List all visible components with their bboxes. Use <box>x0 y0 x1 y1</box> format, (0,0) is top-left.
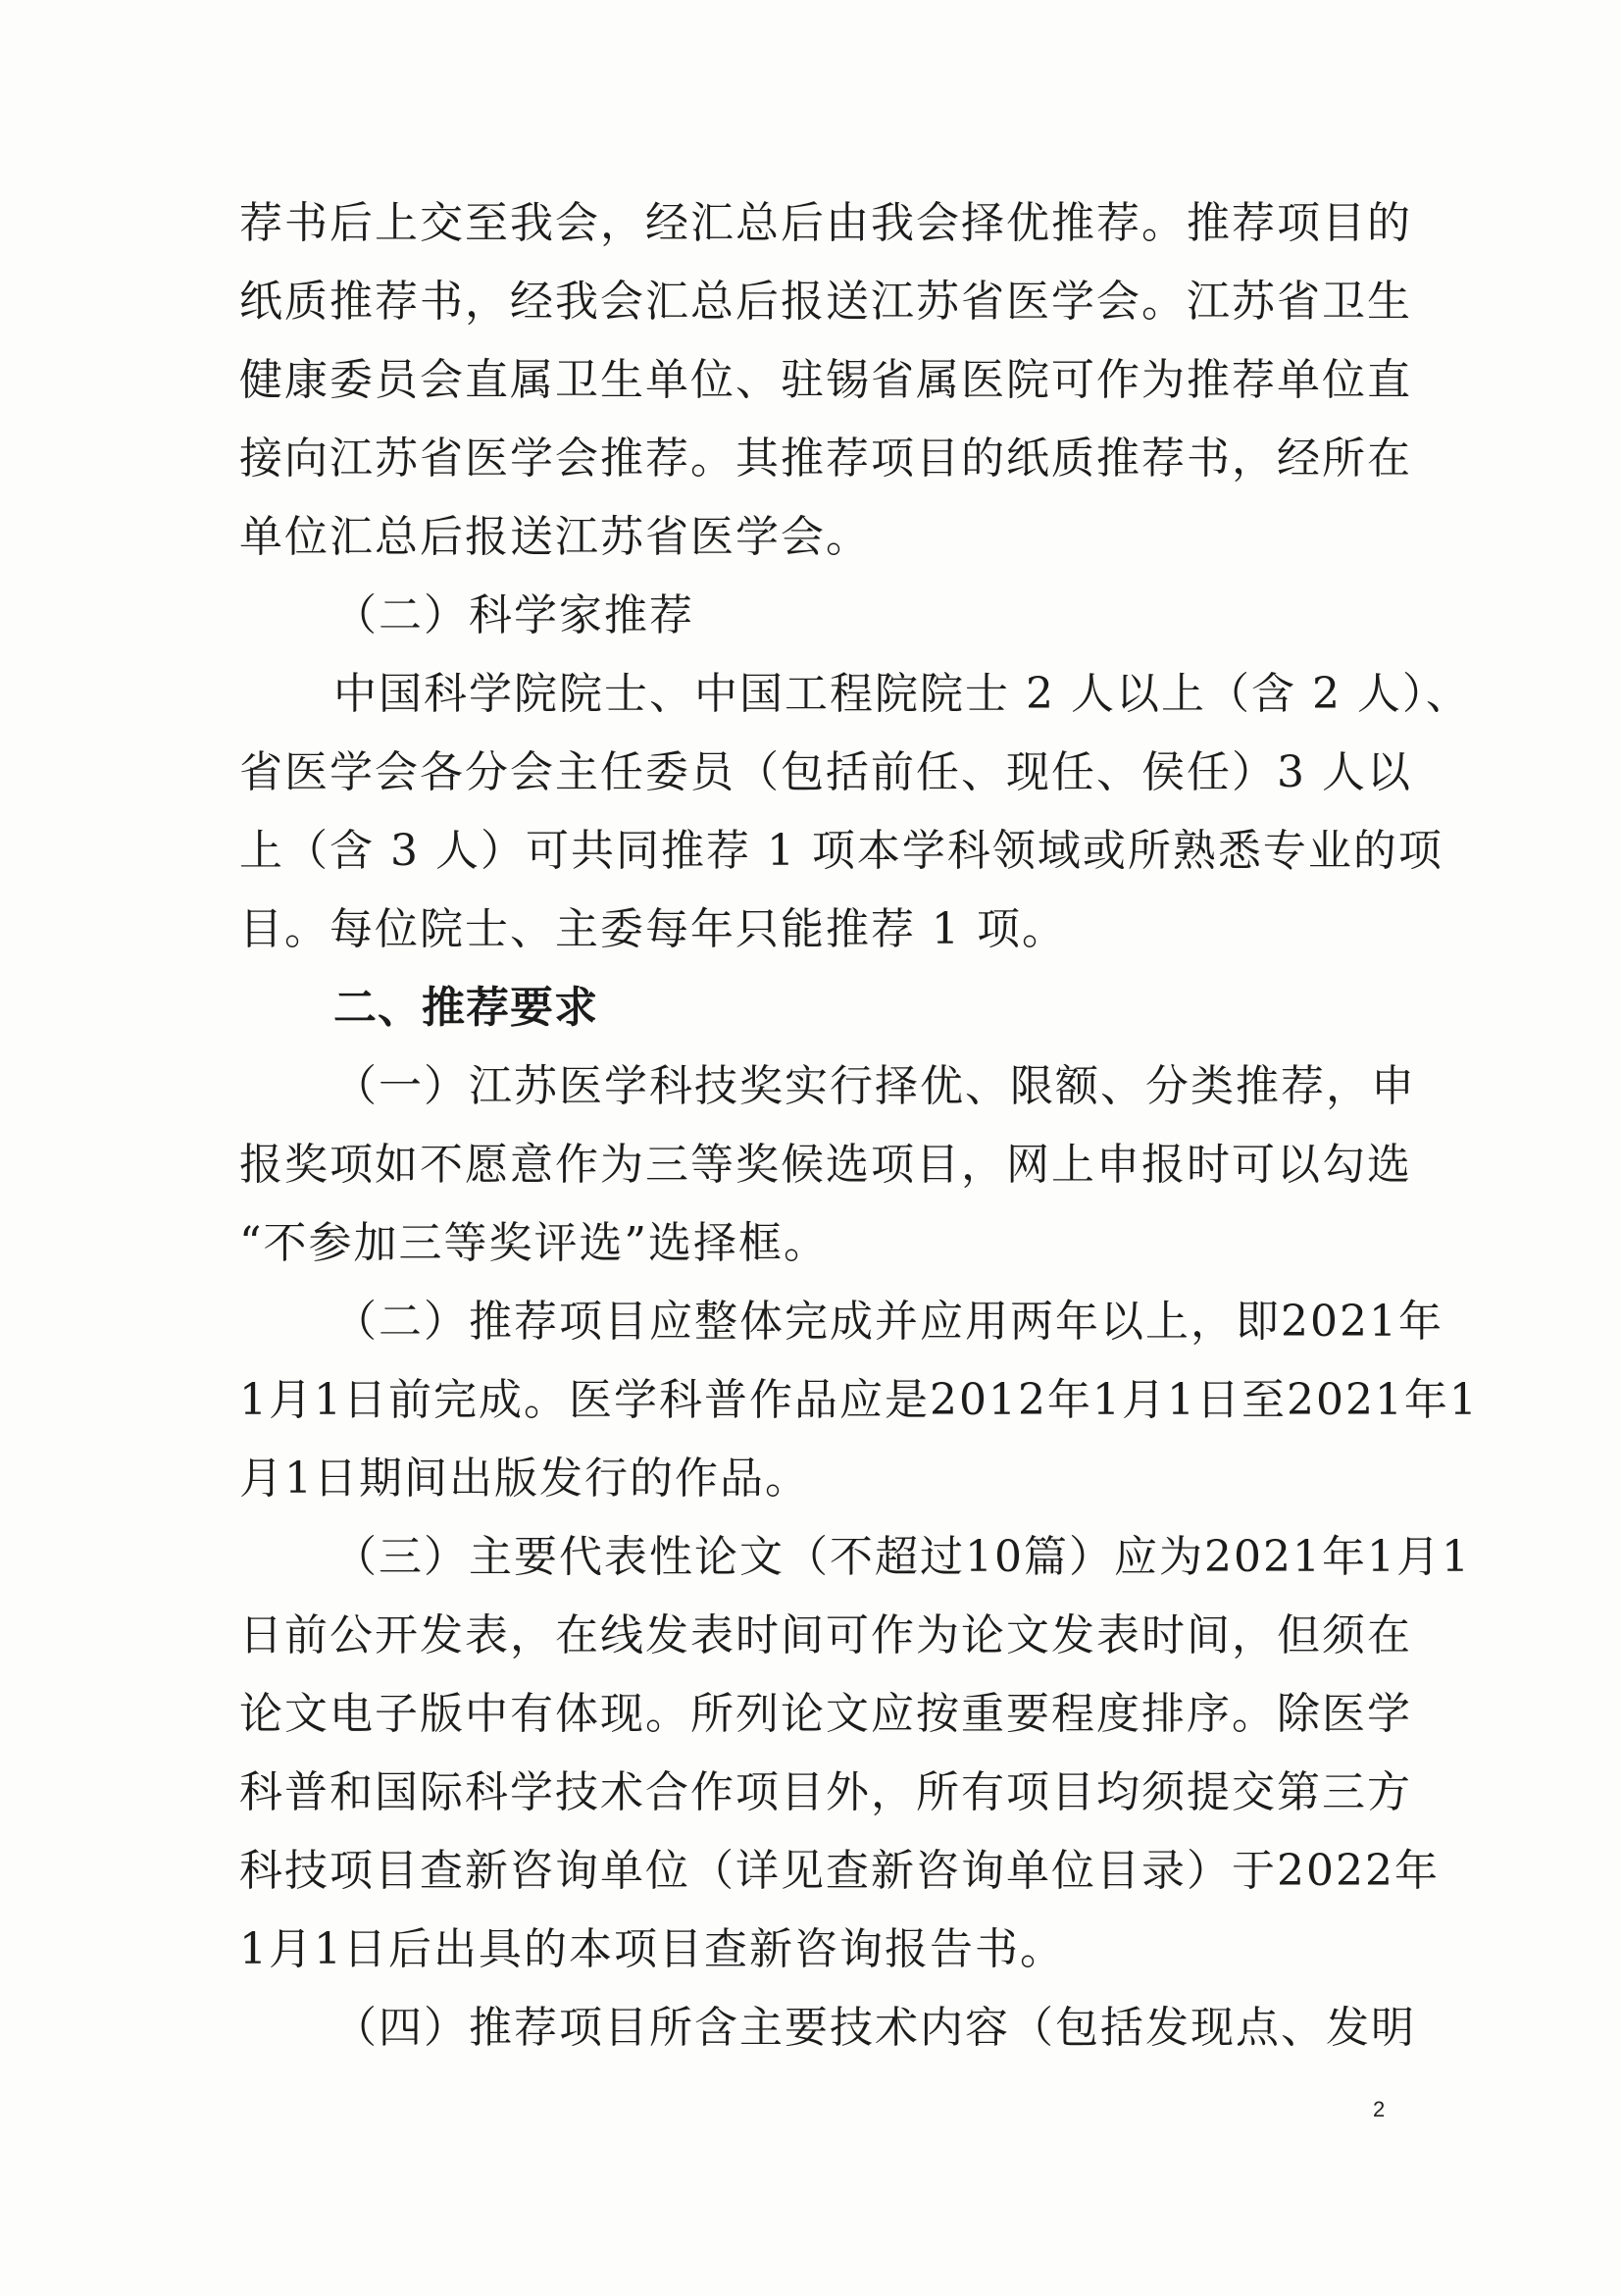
text-line: （二）推荐项目应整体完成并应用两年以上，即2021年 <box>333 1297 1444 1347</box>
text-line: 科普和国际科学技术合作项目外，所有项目均须提交第三方 <box>239 1767 1412 1817</box>
text-line: 荐书后上交至我会，经汇总后由我会择优推荐。推荐项目的 <box>239 198 1412 248</box>
page-number: 2 <box>1373 2097 1386 2121</box>
text-line: 单位汇总后报送江苏省医学会。 <box>239 512 871 562</box>
subsection-heading: （二）科学家推荐 <box>333 590 694 640</box>
document-body <box>239 184 1479 2067</box>
text-line: 月1日期间出版发行的作品。 <box>239 1454 810 1504</box>
text-line: （四）推荐项目所含主要技术内容（包括发现点、发明 <box>333 2003 1416 2053</box>
text-line: 1月1日前完成。医学科普作品应是2012年1月1日至2021年1 <box>239 1375 1479 1425</box>
text-line: 上（含 3 人）可共同推荐 1 项本学科领域或所熟悉专业的项 <box>239 826 1444 876</box>
text-line: 论文电子版中有体现。所列论文应按重要程度排序。除医学 <box>239 1689 1412 1739</box>
section-heading: 二、推荐要求 <box>333 983 598 1033</box>
text-line: “不参加三等奖评选”选择框。 <box>239 1218 829 1268</box>
text-line: 健康委员会直属卫生单位、驻锡省属医院可作为推荐单位直 <box>239 355 1412 405</box>
text-line: （三）主要代表性论文（不超过10篇）应为2021年1月1 <box>333 1532 1471 1582</box>
text-line: 日前公开发表，在线发表时间可作为论文发表时间，但须在 <box>239 1610 1412 1660</box>
text-line: 科技项目查新咨询单位（详见查新咨询单位目录）于2022年 <box>239 1846 1440 1896</box>
text-line: 接向江苏省医学会推荐。其推荐项目的纸质推荐书，经所在 <box>239 434 1412 484</box>
text-line: 省医学会各分会主任委员（包括前任、现任、侯任）3 人以 <box>239 747 1412 797</box>
text-line: 1月1日后出具的本项目查新咨询报告书。 <box>239 1924 1065 1974</box>
text-line: 报奖项如不愿意作为三等奖候选项目，网上申报时可以勾选 <box>239 1140 1412 1190</box>
text-line: （一）江苏医学科技奖实行择优、限额、分类推荐，申 <box>333 1061 1416 1111</box>
text-line: 目。每位院士、主委每年只能推荐 1 项。 <box>239 904 1067 954</box>
text-line: 中国科学院院士、中国工程院院士 2 人以上（含 2 人）、 <box>333 669 1471 719</box>
text-line: 纸质推荐书，经我会汇总后报送江苏省医学会。江苏省卫生 <box>239 277 1412 327</box>
